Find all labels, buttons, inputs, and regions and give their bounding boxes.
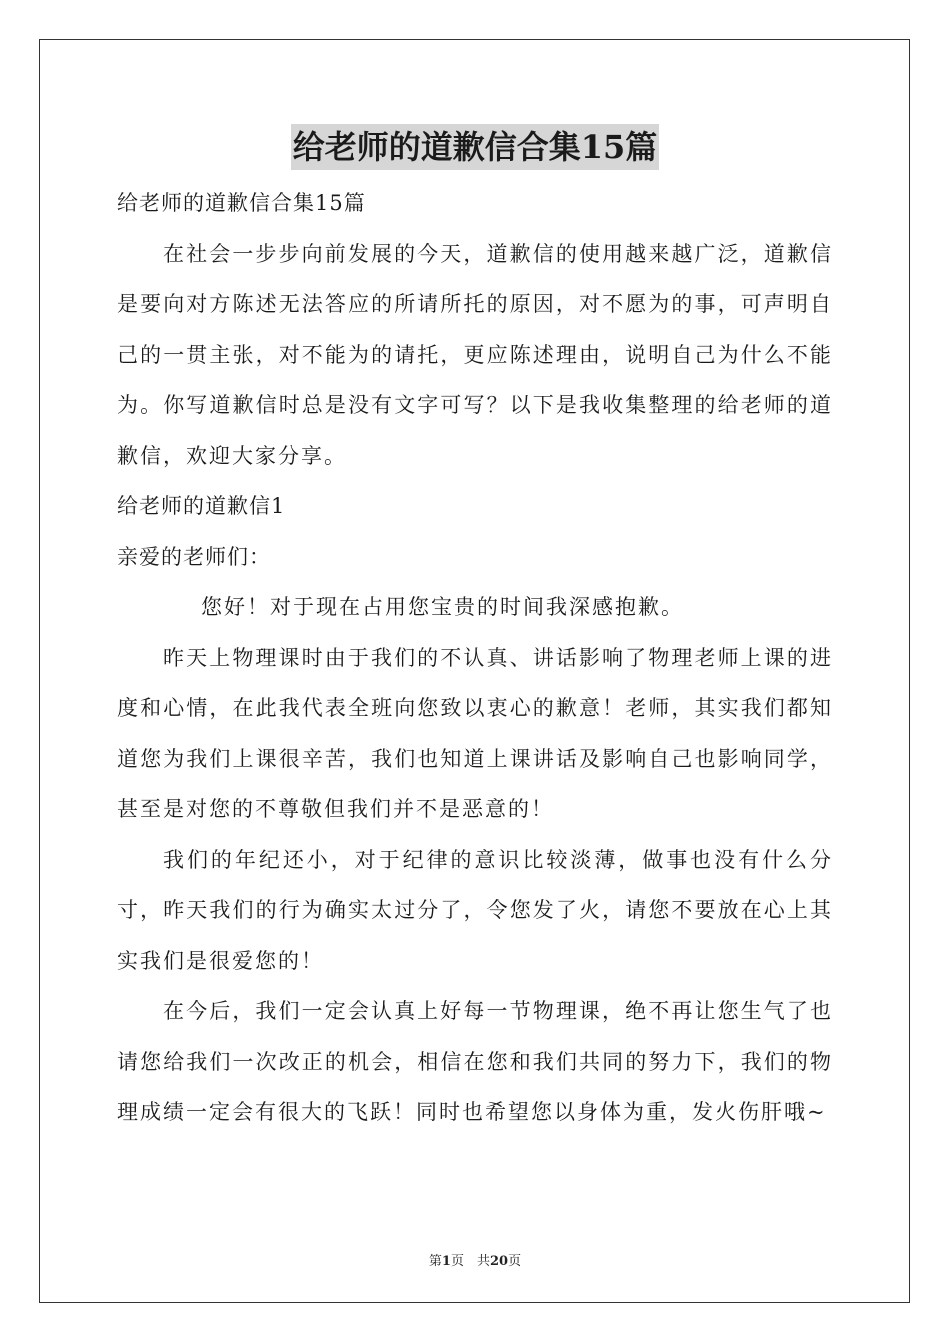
page-suffix: 页: [508, 1254, 522, 1269]
document-body: [117, 178, 833, 1138]
page-mid: 页 共: [450, 1254, 490, 1269]
current-page-number: 1: [441, 1254, 451, 1269]
title-container: [0, 124, 950, 170]
greeting-line: 您好！对于现在占用您宝贵的时间我深感抱歉。: [201, 595, 684, 619]
document-title: 给老师的道歉信合集15篇: [291, 124, 660, 170]
intro-paragraph: 在社会一步步向前发展的今天，道歉信的使用越来越广泛，道歉信是要向对方陈述无法答应的所请所托的原因，对不愿为的事，可声明自己的一贯主张，对不能为的请托，更应陈述理由，说明自己为什么不能为。你写道歉信时总是没有文字可写？以下是我收集整理的给老师的道歉信，欢迎大家分享。: [117, 241, 833, 468]
letter-heading: 给老师的道歉信1: [117, 494, 286, 518]
body-paragraph-2: 我们的年纪还小，对于纪律的意识比较淡薄，做事也没有什么分寸，昨天我们的行为确实太过分了，令您发了火，请您不要放在心上其实我们是很爱您的！: [117, 847, 833, 973]
salutation: 亲爱的老师们：: [117, 544, 271, 569]
body-paragraph-1: 昨天上物理课时由于我们的不认真、讲话影响了物理老师上课的进度和心情，在此我代表全班向您致以衷心的歉意！老师，其实我们都知道您为我们上课很辛苦，我们也知道上课讲话及影响自己也影响同学，甚至是对您的不尊敬但我们并不是恶意的！: [117, 645, 833, 821]
body-paragraph-3: 在今后，我们一定会认真上好每一节物理课，绝不再让您生气了也请您给我们一次改正的机会，相信在您和我们共同的努力下，我们的物理成绩一定会有很大的飞跃！同时也希望您以身体为重，发火伤肝哦~: [117, 999, 833, 1124]
document-subtitle: 给老师的道歉信合集15篇: [117, 191, 366, 215]
page-prefix: 第: [428, 1254, 442, 1269]
total-page-count: 20: [489, 1254, 509, 1269]
page-footer: [0, 1250, 950, 1269]
